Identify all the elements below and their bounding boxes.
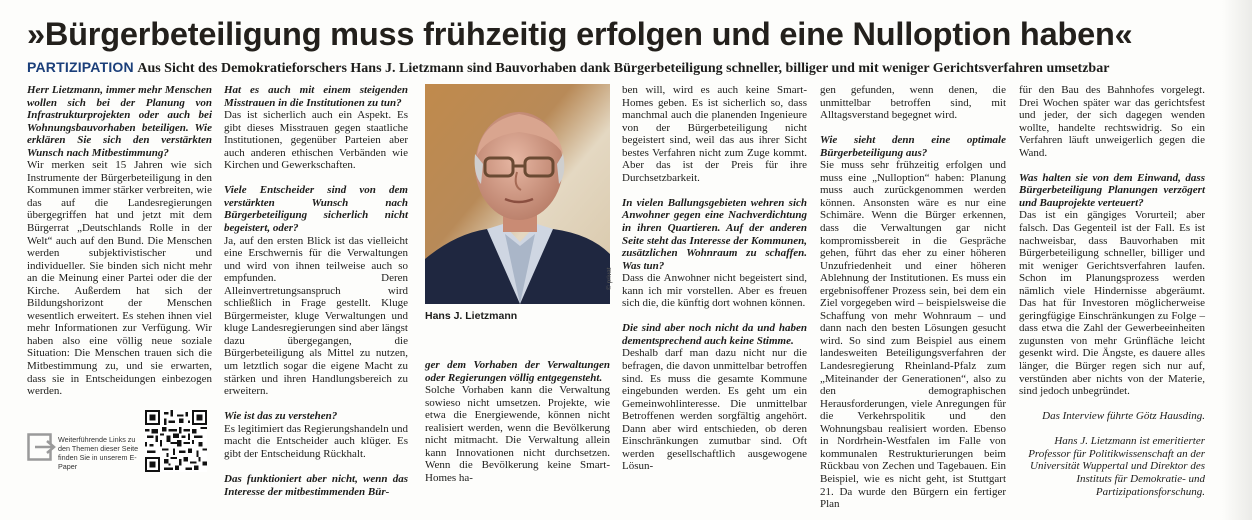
question: Wie ist das zu verstehen? bbox=[224, 410, 338, 423]
answer: Das ist sicherlich auch ein Aspekt. Es gibt dieses Misstrauen gegen staatliche Institutionen, gegenüber Parteien aber auch anderen ethischen Verbänden wie Kirchen und Gewerkschaften. bbox=[224, 109, 408, 172]
question: Herr Lietzmann, immer mehr Menschen wollen sich bei der Planung von Infrastrukturprojekten oder auch bei Wohnungsbauvorhaben beteiligen. Wie erklären Sie sich den verstärkten Wunsch nach Mitbestimmung? bbox=[27, 84, 212, 159]
answer: Dass die Anwohner nicht begeistert sind, kann ich mir vorstellen. Aber es freuen sich die, die künftig dort wohnen können. bbox=[622, 272, 807, 310]
question: ger dem Vorhaben der Verwaltungen oder Regierungen völlig entgegensteht. bbox=[425, 359, 610, 384]
answer: Deshalb darf man dazu nicht nur die befragen, die davon unmittelbar betroffen sind. Es muss die gesamte Kommune eingebunden werden. Es geht um ein Gemeinwohlinteresse. Die unmittelbar Betroffenen werden sorgfältig angehört. Dann aber wird entschieden, ob deren Einschränkungen zumutbar sind. Oft werden gesellschaftlich ausgewogene Lösun- bbox=[622, 347, 807, 473]
answer: Das ist ein gängiges Vorurteil; aber falsch. Das Gegenteil ist der Fall. Es ist nachweisbar, dass Bauvorhaben mit Bürgerbeteiligung schneller, billiger und mit weniger Gerichtsverfahren laufen. Schon im Planungsprozess werden nämlich viele Hindernisse abgeräumt. Das hat für Investoren möglicherweise geringfügige Einschränkungen zu Folge – dass etwa die Zahl der Gewerbeeinheiten zugunsten von mehr Grünfläche leicht gesenkt wird. Die Ängste, es dauere alles länger, die Bürger regen sich nur auf, verstünden aber nichts von der Materie, sind jedoch unbegründet. bbox=[1019, 209, 1205, 398]
arrow-box-icon bbox=[27, 433, 57, 461]
answer: Sie muss sehr frühzeitig erfolgen und muss eine „Nulloption“ haben: Planung muss auch zurückgenommen werden können. Ansonsten wäre es nur eine Schimäre. Wenn die Bürger erkennen, dass die Verwaltungen gar nicht kompromissbereit in die Gespräche gehen, führt das eher zu einer höheren Unzufriedenheit und einer höheren Ablehnung der Institutionen. Es muss ein ergebnisoffener Prozess sein, bei dem ein Ziel vorgegeben wird – beispielsweise die Schaffung von mehr Wohnraum – und dann nach den besten Lösungen gesucht wird. So sind zum Beispiel aus einem landesweiten Beteiligungsverfahren der Landesregierung Rheinland-Pfalz zum „Miteinander der Generationen“, also zu den demographischen Herausforderungen, viele Anregungen für die Verkehrspolitik und den Wohnungsbau realisiert worden. Ebenso in Nordrhein-Westfalen im Falle von kommunalen Restrukturierungen beim Rückbau von Zechen und Tagebauen. Ein Beispiel, wie es nicht geht, ist Stuttgart 21. Da wurde den Bürgern ein fertiger Plan bbox=[820, 159, 1006, 511]
column-4 bbox=[622, 84, 807, 473]
answer: für den Bau des Bahnhofes vorgelegt. Drei Wochen später war das gerichtsfest und jeder, der sich dagegen wenden wollte, handelte rechtswidrig. So ein Verfahren läuft unweigerlich gegen die Wand. bbox=[1019, 84, 1205, 159]
column-6 bbox=[1019, 84, 1205, 498]
answer: Wir merken seit 15 Jahren wie sich Instrumente der Bürgerbeteiligung in den Kommunen immer stärker verbreiten, wie das auf die Landesregierungen übergegriffen hat und jetzt mit dem Bürgerrat „Deutschlands Rolle in der Welt“ auch auf den Bund. Die Menschen werden subjektivistischer und individueller. Sie binden sich nicht mehr an die Meinung einer Partei oder die der Kirche. Außerdem hat sich der Bildungshorizont der Menschen wesentlich erweitert. Es stehen ihnen viel mehr Informationen zur Verfügung. Wir haben also eine völlig neue soziale Situation: Die Menschen trauen sich die Mitbestimmung zu, und sie erwarten, dass sie in Entscheidungen einbezogen werden. bbox=[27, 159, 212, 398]
column-1 bbox=[27, 84, 212, 398]
photo-credit: © privat bbox=[606, 267, 613, 290]
answer: Es legitimiert das Regierungshandeln und macht die Entscheider auch klüger. Es gibt der Entscheidung Rückhalt. bbox=[224, 422, 408, 460]
column-3 bbox=[425, 359, 610, 484]
qr-code[interactable] bbox=[145, 410, 207, 472]
headline: »Bürgerbeteiligung muss frühzeitig erfolgen und eine Nulloption haben« bbox=[27, 16, 1133, 52]
page-edge-shadow bbox=[1222, 0, 1252, 520]
subheadline-text: Aus Sicht des Demokratieforschers Hans J. Lietzmann sind Bauvorhaben dank Bürgerbeteiligung schneller, billiger und mit weniger Gerichtsverfahren umsetzbar bbox=[137, 61, 1110, 76]
question: Die sind aber noch nicht da und haben dementsprechend auch keine Stimme. bbox=[622, 322, 807, 347]
photo-caption: Hans J. Lietzmann bbox=[425, 310, 518, 322]
answer: Ja, auf den ersten Blick ist das vielleicht eine Erschwernis für die Verwaltungen und wird von ihnen teilweise auch so empfunden. Deren Alleinvertretungsanspruch wird schließlich in Frage gestellt. Kluge Bürgermeister, kluge Verwaltungen und kluge Landesregierungen sind aber längst dazu übergegangen, die Bürgerbeteiligung als Mittel zu nutzen, um letztlich sogar die eigene Macht zu stärken und ihren Handlungsbereich zu erweitern. bbox=[224, 234, 408, 398]
question: Wie sieht denn eine optimale Bürgerbeteiligung aus? bbox=[820, 134, 1006, 159]
kicker: PARTIZIPATION bbox=[27, 59, 134, 75]
column-2 bbox=[224, 84, 408, 498]
question: Das funktioniert aber nicht, wenn das Interesse der mitbestimmenden Bür- bbox=[224, 472, 408, 498]
answer: gen gefunden, wenn denen, die unmittelbar betroffen sind, mit Alltagsverstand begegnet wird. bbox=[820, 84, 1006, 122]
author-bio: Hans J. Lietzmann ist emeritierter Professor für Politikwissenschaft an der Universität Wuppertal und Direktor des Instituts für Demokratie- und Partizipationsforschung. bbox=[1028, 435, 1205, 498]
question: In vielen Ballungsgebieten wehren sich Anwohner gegen eine Nachverdichtung in ihren Quartieren. Auf der anderen Seite steht das Interesse der Kommunen, zusätzlichen Wohnraum zu schaffen. Was tun? bbox=[622, 196, 807, 272]
epaper-hint: Weiterführende Links zu den Themen dieser Seite finden Sie in unserem E-Paper bbox=[58, 435, 139, 471]
portrait-photo bbox=[425, 84, 610, 304]
subheadline bbox=[27, 59, 1217, 77]
column-5 bbox=[820, 84, 1006, 511]
interview-signoff: Das Interview führte Götz Hausding. bbox=[1042, 410, 1205, 423]
question: Hat es auch mit einem steigenden Misstrauen in die Institutionen zu tun? bbox=[224, 84, 408, 109]
answer: ben will, wird es auch keine Smart-Homes geben. Es ist sicherlich so, dass manchmal auch die planenden Ingenieure von der Bürgerbeteiligung nicht begeistert sind, weil das aus ihrer Sicht bestes Verfahren nicht zum Zuge kommt. Aber das ist der Preis für ihre Durchsetzbarkeit. bbox=[622, 84, 807, 184]
question: Viele Entscheider sind von dem verstärkten Wunsch nach Bürgerbeteiligung sicherlich nicht begeistert, oder? bbox=[224, 184, 408, 235]
question: Was halten sie von dem Einwand, dass Bürgerbeteiligung Planungen verzögert und Bauprojekte verteuert? bbox=[1019, 171, 1205, 209]
answer: Solche Vorhaben kann die Verwaltung sowieso nicht umsetzen. Projekte, wie etwa die Energiewende, können nicht realisiert werden, wenn die Bevölkerung nicht mitmacht. Die Verwaltung allein kann Innovationen nicht durchsetzen. Wenn die Bevölkerung keine Smart-Homes ha- bbox=[425, 384, 610, 484]
